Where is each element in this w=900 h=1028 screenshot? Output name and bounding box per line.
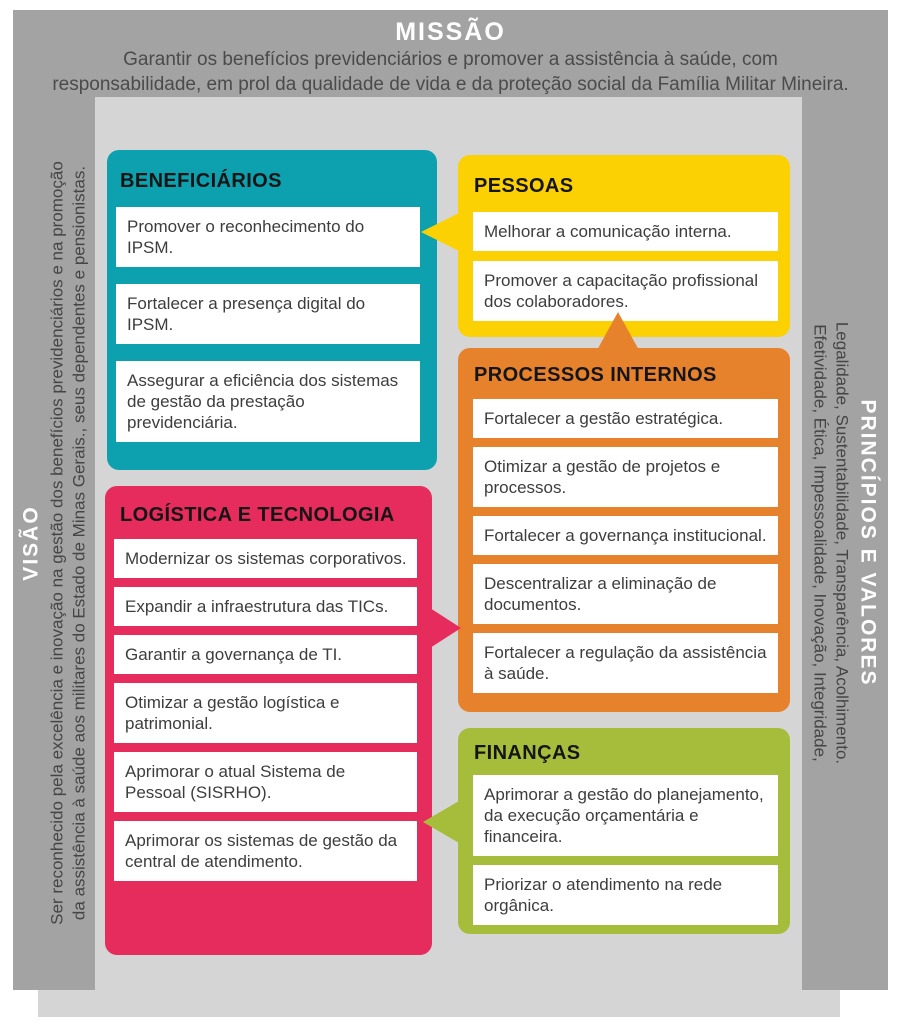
objective-list	[458, 399, 790, 693]
objective-item: Promover o reconhecimento do IPSM.	[116, 207, 420, 267]
connector-arrow-pessoas-to-beneficiarios	[421, 213, 459, 251]
principios-text-line-1: Efetividade, Ética, Impessoalidade, Inovação, Integridade,	[810, 324, 830, 762]
box-title-logistica-tecnologia: LOGÍSTICA E TECNOLOGIA	[120, 504, 395, 526]
perspective-box-pessoas	[458, 155, 790, 337]
principios-text-line-2: Legalidade, Sustentabilidade, Transparência, Acolhimento.	[832, 321, 852, 765]
objective-item: Aprimorar os sistemas de gestão da central de atendimento.	[114, 821, 417, 881]
perspective-box-processos-internos	[458, 348, 790, 712]
objective-item: Otimizar a gestão logística e patrimonial.	[114, 683, 417, 743]
objective-list	[107, 207, 437, 442]
visao-rotated-text	[14, 97, 96, 990]
objective-item: Aprimorar a gestão do planejamento, da execução orçamentária e financeira.	[473, 775, 778, 856]
box-title-processos-internos: PROCESSOS INTERNOS	[474, 364, 717, 386]
perspective-box-financas	[458, 728, 790, 934]
box-title-financas: FINANÇAS	[474, 742, 581, 764]
objective-item: Garantir a governança de TI.	[114, 635, 417, 674]
missao-title: MISSÃO	[395, 18, 506, 46]
objective-item: Promover a capacitação profissional dos colaboradores.	[473, 261, 778, 321]
objective-item: Fortalecer a regulação da assistência à saúde.	[473, 633, 778, 693]
box-title-beneficiarios: BENEFICIÁRIOS	[120, 170, 282, 192]
objective-item: Aprimorar o atual Sistema de Pessoal (SISRHO).	[114, 752, 417, 812]
connector-arrow-financas-to-logistica	[423, 801, 459, 843]
visao-title: VISÃO	[19, 505, 43, 581]
objective-list	[458, 212, 790, 321]
missao-text-line-2: responsabilidade, em prol da qualidade de vida e da proteção social da Família Militar Mineira.	[52, 74, 849, 95]
objective-item: Fortalecer a presença digital do IPSM.	[116, 284, 420, 344]
objective-list	[105, 539, 432, 881]
missao-band	[13, 10, 888, 97]
connector-arrow-logistica-to-processos	[430, 608, 461, 648]
objective-list	[458, 775, 790, 925]
objective-item: Priorizar o atendimento na rede orgânica.	[473, 865, 778, 925]
objective-item: Expandir a infraestrutura das TICs.	[114, 587, 417, 626]
objective-item: Fortalecer a governança institucional.	[473, 516, 778, 555]
visao-text-line-2: da assistência à saúde aos militares do Estado de Minas Gerais., seus dependentes e pensionistas.	[69, 165, 89, 921]
principios-title: PRINCÍPIOS E VALORES	[856, 399, 880, 687]
objective-item: Melhorar a comunicação interna.	[473, 212, 778, 251]
visao-text-line-1: Ser reconhecido pela excelência e inovação na gestão dos benefícios previdenciários e na promoção	[47, 161, 67, 925]
objective-item: Modernizar os sistemas corporativos.	[114, 539, 417, 578]
box-title-pessoas: PESSOAS	[474, 175, 574, 197]
objective-item: Assegurar a eficiência dos sistemas de gestão da prestação previdenciária.	[116, 361, 420, 442]
principios-rotated-text	[802, 97, 888, 990]
perspective-box-logistica-tecnologia	[105, 486, 432, 955]
perspective-box-beneficiarios	[107, 150, 437, 470]
objective-item: Fortalecer a gestão estratégica.	[473, 399, 778, 438]
missao-text-line-1: Garantir os benefícios previdenciários e promover a assistência à saúde, com	[123, 49, 778, 70]
objective-item: Descentralizar a eliminação de documentos.	[473, 564, 778, 624]
connector-arrow-processos-to-pessoas	[596, 312, 640, 352]
objective-item: Otimizar a gestão de projetos e processos.	[473, 447, 778, 507]
